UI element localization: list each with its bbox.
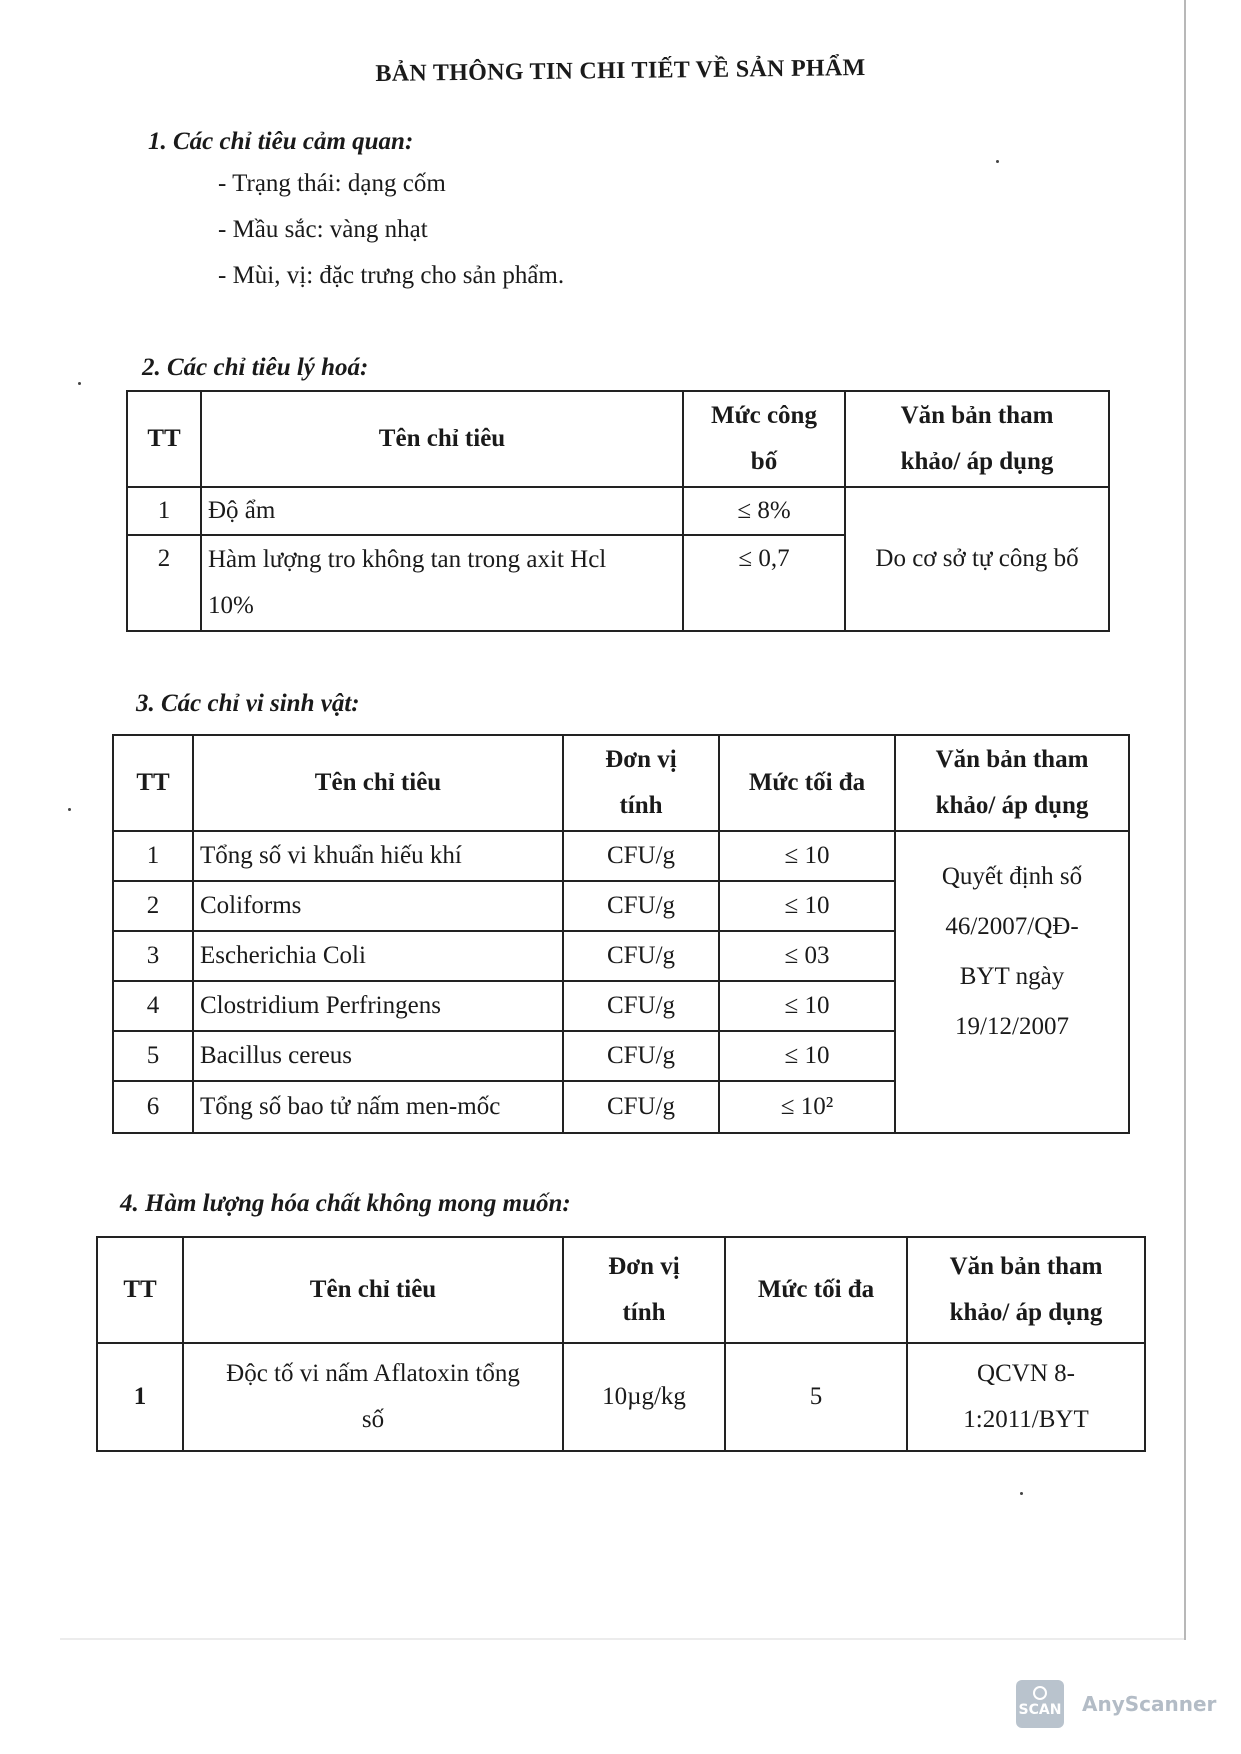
- row-reference: Quyết định số 46/2007/QĐ- BYT ngày 19/12/2007: [895, 831, 1129, 1133]
- row-tt: 5: [113, 1031, 193, 1081]
- header-max: Mức tối đa: [725, 1237, 907, 1343]
- header-reference: Văn bản tham khảo/ áp dụng: [895, 735, 1129, 831]
- row-max: ≤ 10: [719, 831, 895, 881]
- header-max: Mức tối đa: [719, 735, 895, 831]
- header-name: Tên chỉ tiêu: [183, 1237, 563, 1343]
- scan-speck: [1020, 1492, 1023, 1495]
- row-name: Tổng số bao tử nấm men-mốc: [193, 1081, 563, 1133]
- row-tt: 2: [127, 535, 201, 631]
- row-name: Độ ẩm: [201, 487, 683, 535]
- table-row: [127, 487, 1109, 535]
- row-name: Coliforms: [193, 881, 563, 931]
- row-unit: CFU/g: [563, 981, 719, 1031]
- microbiological-table: [112, 734, 1130, 1134]
- header-name: Tên chỉ tiêu: [201, 391, 683, 487]
- table-header-row: [97, 1237, 1145, 1343]
- document-title: BẢN THÔNG TIN CHI TIẾT VỀ SẢN PHẨM: [375, 55, 866, 87]
- table-header-row: [127, 391, 1109, 487]
- row-tt: 4: [113, 981, 193, 1031]
- row-level: ≤ 0,7: [683, 535, 845, 631]
- row-unit: CFU/g: [563, 831, 719, 881]
- page-bottom-edge: [60, 1638, 1184, 1640]
- row-name: Tổng số vi khuẩn hiếu khí: [193, 831, 563, 881]
- scan-speck: [996, 160, 999, 163]
- header-tt: TT: [113, 735, 193, 831]
- row-max: 5: [725, 1343, 907, 1451]
- row-tt: 1: [127, 487, 201, 535]
- section3-heading: 3. Các chỉ vi sinh vật:: [136, 690, 360, 717]
- row-name: Bacillus cereus: [193, 1031, 563, 1081]
- table-header-row: [113, 735, 1129, 831]
- row-name: Escherichia Coli: [193, 931, 563, 981]
- row-unit: CFU/g: [563, 931, 719, 981]
- section1-item-state: - Trạng thái: dạng cốm: [218, 170, 446, 197]
- row-name: Hàm lượng tro không tan trong axit Hcl 10%: [201, 535, 683, 631]
- page-edge: [1184, 0, 1186, 1640]
- row-reference: QCVN 8- 1:2011/BYT: [907, 1343, 1145, 1451]
- chemical-table: [96, 1236, 1146, 1452]
- row-max: ≤ 03: [719, 931, 895, 981]
- row-unit: CFU/g: [563, 1081, 719, 1133]
- row-level: ≤ 8%: [683, 487, 845, 535]
- row-unit: CFU/g: [563, 881, 719, 931]
- row-tt: 2: [113, 881, 193, 931]
- row-reference: Do cơ sở tự công bố: [845, 487, 1109, 631]
- header-level: Mức công bố: [683, 391, 845, 487]
- section2-heading: 2. Các chỉ tiêu lý hoá:: [142, 354, 369, 381]
- header-unit: Đơn vị tính: [563, 1237, 725, 1343]
- row-tt: 1: [113, 831, 193, 881]
- row-unit: CFU/g: [563, 1031, 719, 1081]
- section1-item-smell: - Mùi, vị: đặc trưng cho sản phẩm.: [218, 262, 565, 289]
- scanner-brand: AnyScanner: [1082, 1692, 1217, 1716]
- scanner-logo-icon: SCAN: [1016, 1680, 1064, 1728]
- header-unit: Đơn vị tính: [563, 735, 719, 831]
- section1-item-color: - Mầu sắc: vàng nhạt: [218, 216, 428, 243]
- row-name: Độc tố vi nấm Aflatoxin tổng số: [183, 1343, 563, 1451]
- header-tt: TT: [97, 1237, 183, 1343]
- header-name: Tên chỉ tiêu: [193, 735, 563, 831]
- row-max: ≤ 10²: [719, 1081, 895, 1133]
- header-tt: TT: [127, 391, 201, 487]
- row-max: ≤ 10: [719, 881, 895, 931]
- table-row: [113, 831, 1129, 881]
- header-reference: Văn bản tham khảo/ áp dụng: [907, 1237, 1145, 1343]
- row-name: Clostridium Perfringens: [193, 981, 563, 1031]
- section4-heading: 4. Hàm lượng hóa chất không mong muốn:: [120, 1190, 571, 1217]
- row-unit: 10µg/kg: [563, 1343, 725, 1451]
- row-max: ≤ 10: [719, 981, 895, 1031]
- row-tt: 1: [97, 1343, 183, 1451]
- scan-speck: [68, 808, 71, 811]
- row-tt: 3: [113, 931, 193, 981]
- section1-heading: 1. Các chỉ tiêu cảm quan:: [148, 128, 414, 155]
- row-tt: 6: [113, 1081, 193, 1133]
- scan-speck: [78, 382, 81, 385]
- row-max: ≤ 10: [719, 1031, 895, 1081]
- header-reference: Văn bản tham khảo/ áp dụng: [845, 391, 1109, 487]
- table-row: [97, 1343, 1145, 1451]
- physicochemical-table: [126, 390, 1110, 632]
